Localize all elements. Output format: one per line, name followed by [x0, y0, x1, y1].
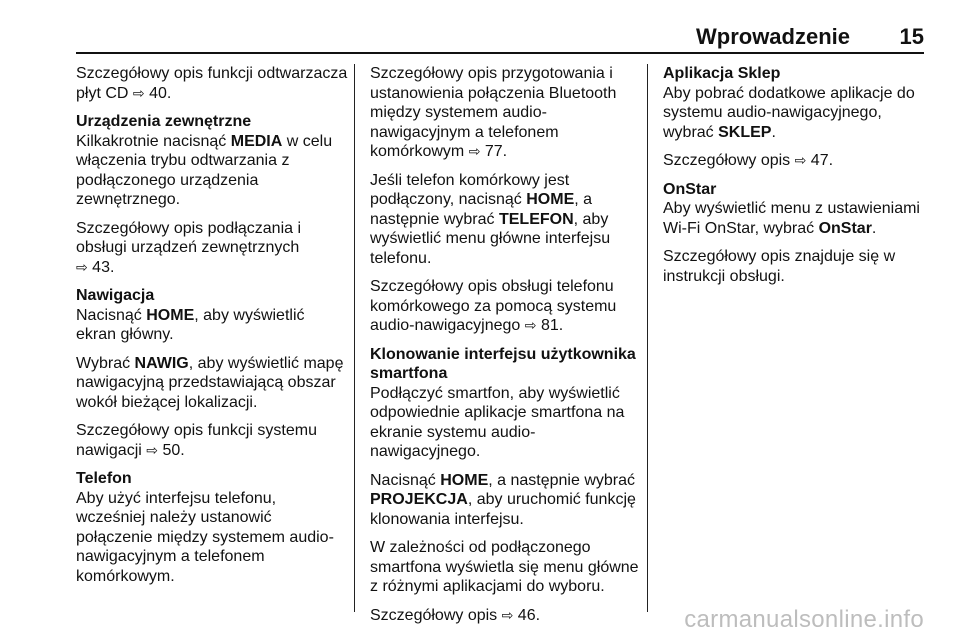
paragraph: Podłączyć smartfon, aby wyświetlić odpowiednie aplikacje smartfona na ekranie systemu audio-nawigacyjnego. — [370, 384, 625, 460]
column-1 — [76, 64, 348, 595]
page-reference-link[interactable]: 46. — [513, 606, 541, 624]
arrow-icon: ⇨ — [468, 143, 481, 159]
paragraph: Aby pobrać dodatkowe aplikacje do systemu audio-nawigacyjnego, wybrać SKLEP. — [663, 84, 915, 141]
external-devices-reference: Szczegółowy opis podłączania i obsługi urządzeń zewnętrznych ⇨ 43. — [76, 219, 302, 276]
section-heading-external-devices: Urządzenia zewnętrzne — [76, 113, 252, 130]
paragraph: Szczegółowy opis znajduje się w instrukcji obsługi. — [663, 248, 896, 285]
arrow-icon: ⇨ — [794, 152, 807, 168]
projection-reference: Szczegółowy opis ⇨ 46. — [370, 606, 541, 624]
paragraph: Jeśli telefon komórkowy jest podłączony, nacisnąć HOME, a następnie wybrać TELEFON, aby wyświetlić menu główne interfejsu telefonu. — [370, 171, 611, 267]
bluetooth-reference: Szczegółowy opis przygotowania i ustanowienia połączenia Bluetooth między systemem audio-nawigacyjnym a telefonem komórkowym ⇨ 77. — [370, 65, 617, 160]
page-reference-link[interactable]: 40. — [144, 84, 172, 102]
arrow-icon: ⇨ — [501, 606, 514, 623]
paragraph: Nacisnąć HOME, a następnie wybrać PROJEKCJA, aby uruchomić funkcję klonowania interfejsu. — [370, 471, 636, 528]
cd-player-reference: Szczegółowy opis funkcji odtwarzacza płyt CD ⇨ 40. — [76, 65, 348, 102]
page-reference-link[interactable]: 77. — [480, 143, 508, 160]
page-title: Wprowadzenie — [695, 24, 850, 49]
section-heading-shop: Aplikacja Sklep — [663, 65, 781, 82]
page-reference-link[interactable]: 81. — [536, 317, 564, 334]
paragraph: Aby użyć interfejsu telefonu, wcześniej należy ustanowić połączenie między systemem audio-nawigacyjnym a telefonem komórkowym. — [76, 489, 334, 585]
arrow-icon: ⇨ — [76, 258, 88, 275]
page-number: 15 — [899, 24, 924, 49]
phone-reference: Szczegółowy opis obsługi telefonu komórkowego za pomocą systemu audio-nawigacyjnego ⇨ 81. — [370, 278, 617, 334]
paragraph: Kilkakrotnie nacisnąć MEDIA w celu włączenia trybu odtwarzania z podłączonego urządzenia zewnętrznego. — [76, 132, 333, 208]
section-heading-onstar: OnStar — [663, 180, 717, 198]
header-rule — [76, 52, 924, 54]
arrow-icon: ⇨ — [524, 317, 537, 333]
arrow-icon: ⇨ — [132, 84, 145, 101]
paragraph: Nacisnąć HOME, aby wyświetlić ekran główny. — [76, 306, 305, 343]
page-reference-link[interactable]: 43. — [87, 258, 115, 276]
paragraph: Aby wyświetlić menu z ustawieniami Wi-Fi OnStar, wybrać OnStar. — [663, 200, 920, 237]
column-divider — [647, 64, 648, 612]
arrow-icon: ⇨ — [146, 441, 158, 458]
paragraph: Wybrać NAWIG, aby wyświetlić mapę nawigacyjną przedstawiającą obszar wokół bieżącej lokalizacji. — [76, 354, 344, 411]
column-divider — [354, 64, 355, 612]
shop-reference: Szczegółowy opis ⇨ 47. — [663, 152, 834, 169]
navigation-reference: Szczegółowy opis funkcji systemu nawigacji ⇨ 50. — [76, 422, 317, 459]
section-heading-navigation: Nawigacja — [76, 287, 155, 304]
column-2 — [370, 64, 642, 634]
column-3 — [663, 64, 935, 295]
section-heading-projection: Klonowanie interfejsu użytkownika smartfona — [370, 345, 636, 382]
section-heading-phone: Telefon — [76, 470, 132, 487]
page-reference-link[interactable]: 47. — [806, 152, 834, 169]
page-header — [0, 0, 960, 48]
watermark: carmanualsonline.info — [684, 606, 924, 633]
page-reference-link[interactable]: 50. — [158, 441, 185, 459]
paragraph: W zależności od podłączonego smartfona wyświetla się menu główne z różnymi aplikacjami do wyboru. — [370, 539, 639, 595]
